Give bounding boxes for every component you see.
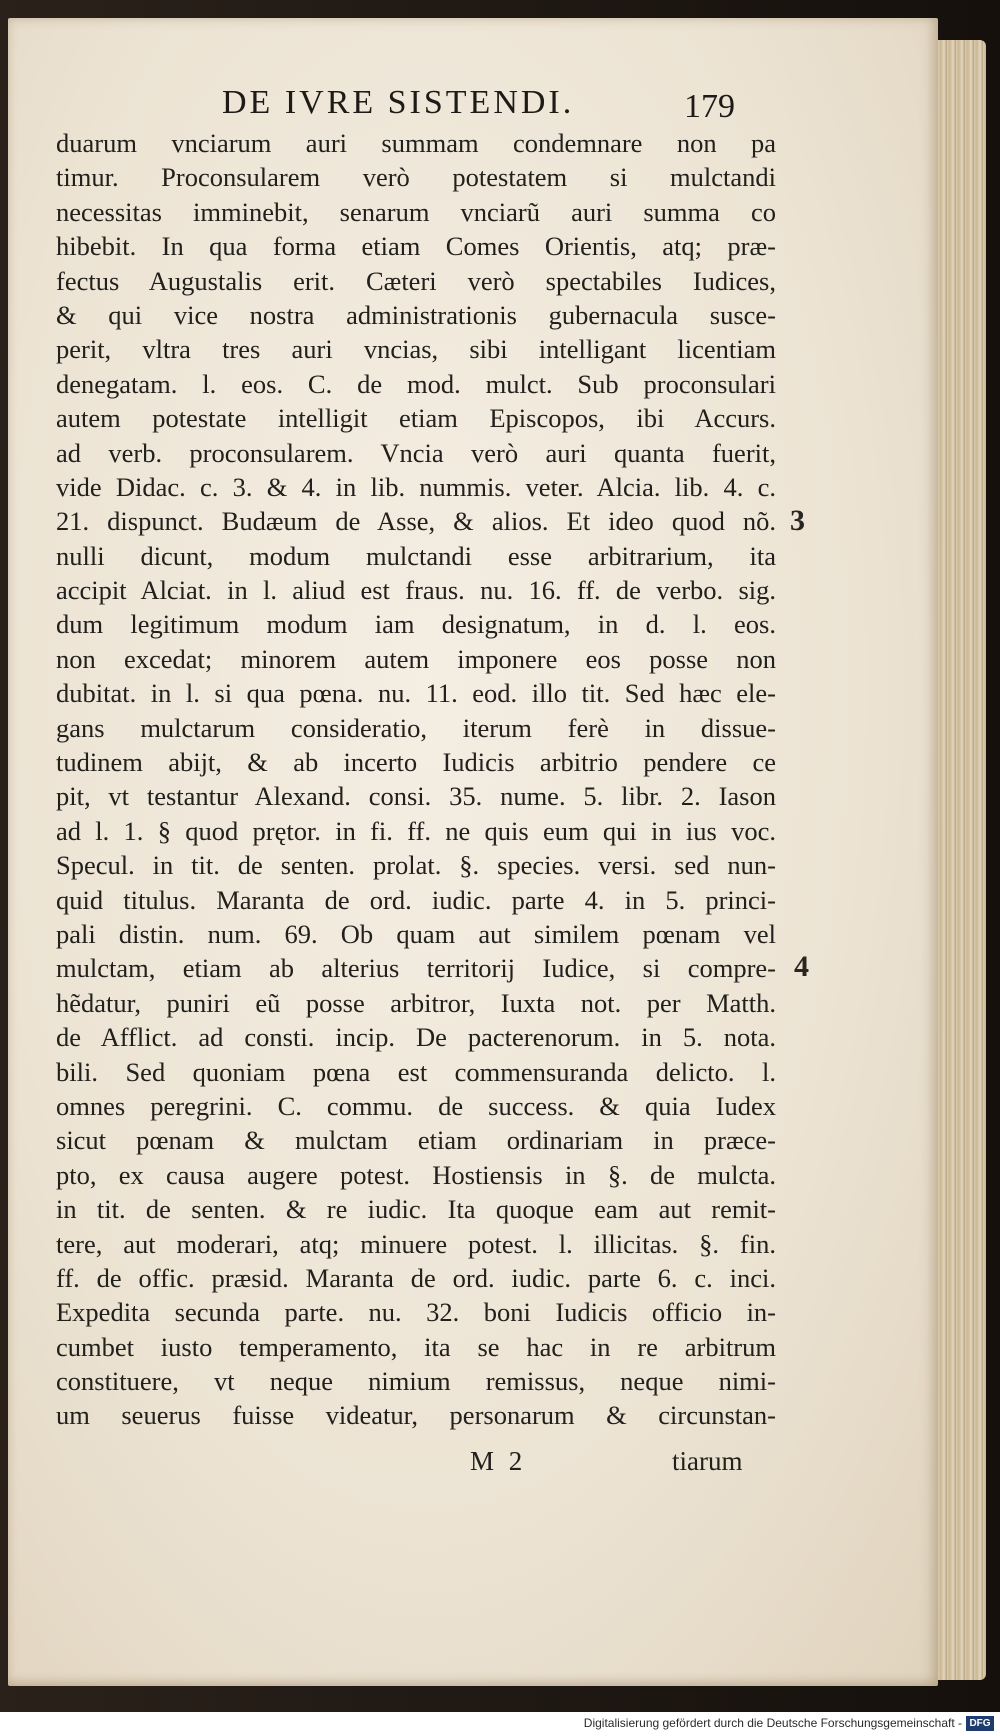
page-number: 179 (684, 88, 735, 125)
text-line: sicut pœnam & mulctam etiam ordinariam in præce- (56, 1125, 776, 1156)
text-line: dubitat. in l. si qua pœna. nu. 11. eod. illo tit. Sed hæc ele- (56, 678, 776, 709)
text-line: constituere, vt neque nimium remissus, neque nimi- (56, 1366, 776, 1397)
text-line: Specul. in tit. de senten. prolat. §. species. versi. sed nun- (56, 850, 776, 881)
text-line: de Afflict. ad consti. incip. De pacterenorum. in 5. nota. (56, 1022, 776, 1053)
text-line: hẽdatur, puniri eũ posse arbitror, Iuxta not. per Matth. (56, 987, 776, 1018)
text-line: perit, vltra tres auri vncias, sibi intelligant licentiam (56, 334, 776, 365)
text-line: nulli dicunt, modum mulctandi esse arbitrarium, ita (56, 540, 776, 571)
text-line: necessitas imminebit, senarum vnciarũ auri summa co (56, 196, 776, 227)
funding-credit: Digitalisierung gefördert durch die Deutsche Forschungsgemeinschaft - (583, 1716, 962, 1730)
dfg-logo-icon: DFG (966, 1716, 994, 1731)
text-line: denegatam. l. eos. C. de mod. mulct. Sub proconsulari (56, 368, 776, 399)
text-line: accipit Alciat. in l. aliud est fraus. nu. 16. ff. de verbo. sig. (56, 575, 776, 606)
marginal-number: 4 (794, 950, 809, 983)
text-line: Expedita secunda parte. nu. 32. boni Iudicis officio in- (56, 1297, 776, 1328)
text-line: hibebit. In qua forma etiam Comes Orientis, atq; præ- (56, 231, 776, 262)
text-line: ad verb. proconsularem. Vncia verò auri quanta fuerit, (56, 437, 776, 468)
text-line: pto, ex causa augere potest. Hostiensis in §. de mulcta. (56, 1159, 776, 1190)
text-line: non excedat; minorem autem imponere eos posse non (56, 643, 776, 674)
text-line: vide Didac. c. 3. & 4. in lib. nummis. veter. Alcia. lib. 4. c. (56, 471, 776, 502)
text-line: autem potestate intelligit etiam Episcopos, ibi Accurs. (56, 403, 776, 434)
text-line: mulctam, etiam ab alterius territorij Iudice, si compre- (56, 953, 776, 984)
text-line: ff. de offic. præsid. Maranta de ord. iudic. parte 6. c. inci. (56, 1262, 776, 1293)
body-text (56, 126, 776, 1433)
text-line: tudinem abijt, & ab incerto Iudicis arbitrio pendere ce (56, 747, 776, 778)
text-line: & qui vice nostra administrationis gubernacula susce- (56, 299, 776, 330)
text-line: tere, aut moderari, atq; minuere potest. l. illicitas. §. fin. (56, 1228, 776, 1259)
text-line: quid titulus. Maranta de ord. iudic. parte 4. in 5. princi- (56, 884, 776, 915)
text-line: bili. Sed quoniam pœna est commensuranda delicto. l. (56, 1056, 776, 1087)
text-line: omnes peregrini. C. commu. de success. & quia Iudex (56, 1090, 776, 1121)
text-line: 21. dispunct. Budæum de Asse, & alios. Et ideo quod nõ. (56, 506, 776, 537)
marginal-number: 3 (790, 504, 805, 537)
catchword: tiarum (672, 1446, 743, 1476)
text-line: pit, vt testantur Alexand. consi. 35. nume. 5. libr. 2. Iason (56, 781, 776, 812)
text-line: um seuerus fuisse videatur, personarum & circunstan- (56, 1400, 776, 1431)
text-line: ad l. 1. § quod prętor. in fi. ff. ne quis eum qui in ius voc. (56, 815, 776, 846)
text-line: timur. Proconsularem verò potestatem si mulctandi (56, 162, 776, 193)
text-line: duarum vnciarum auri summam condemnare non pa (56, 128, 776, 158)
signature-mark: M 2 (470, 1446, 527, 1476)
running-head: DE IVRE SISTENDI. (222, 84, 575, 121)
text-line: in tit. de senten. & re iudic. Ita quoque eam aut remit- (56, 1194, 776, 1225)
text-line: dum legitimum modum iam designatum, in d. l. eos. (56, 609, 776, 640)
text-line: fectus Augustalis erit. Cæteri verò spectabiles Iudices, (56, 265, 776, 296)
text-line: gans mulctarum consideratio, iterum ferè in dissue- (56, 712, 776, 743)
text-line: pali distin. num. 69. Ob quam aut similem pœnam vel (56, 918, 776, 949)
page-fore-edge (938, 40, 986, 1680)
text-line: cumbet iusto temperamento, ita se hac in re arbitrum (56, 1331, 776, 1362)
